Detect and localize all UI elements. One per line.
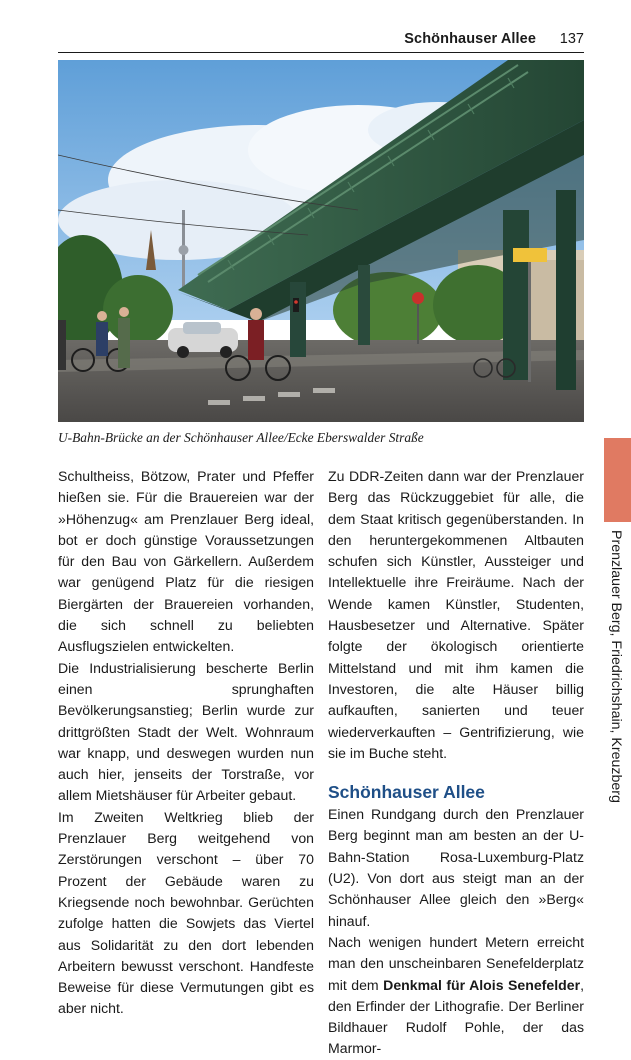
paragraph: Zu DDR-Zeiten dann war der Prenzlauer Berg das Rückzuggebiet für alle, die dem Staat kritisch gegenüberstanden. In den heruntergekommenen Altbauten schufen sich Künstler, Aussteiger und Intellektuelle ihre Freiräume. Nach der Wende kamen Künstler, Studenten, Hausbesetzer und Alternative. Später folgte der ökologisch orientierte Mittelstand und mit ihm kamen die Investoren, die alte Häuser billig aufkauften, sanierten und teuer wiederverkauften – Gentrifizierung, wie sie im Buche steht. bbox=[328, 468, 584, 761]
figure-caption: U-Bahn-Brücke an der Schönhauser Allee/Ecke Eberswalder Straße bbox=[58, 430, 424, 445]
paragraph: Im Zweiten Weltkrieg blieb der Prenzlauer Berg weitgehend von Zerstörungen verschont – über 70 Prozent der Gebäude waren zu Kriegsende noch bewohnbar. Gerüchten zufolge hatten die Sowjets das Viertel aus Solidarität zu den dort lebenden Arbeitern bewusst verschont. Handfeste Beweise für diese Vermutungen gibt es aber nicht. bbox=[58, 808, 314, 1017]
paragraph: Die Industrialisierung bescherte Berlin einen sprunghaften Bevölkerungsanstieg; Berlin wurde zur drittgrößten Stadt der Welt. Wohnraum war knapp, und deswegen wurden nun auch hier, jenseits der Torstraße, vor allem Mietshäuser für Arbeiter gebaut. bbox=[58, 659, 314, 804]
page-number: 137 bbox=[559, 31, 584, 47]
paragraph bbox=[328, 932, 584, 1060]
text-column-right bbox=[328, 466, 584, 1060]
highlighted-landmark: Denkmal für Alois Senefelder bbox=[383, 976, 581, 993]
section-heading: Schönhauser Allee bbox=[328, 782, 485, 803]
photo-u-bahn-bridge bbox=[58, 60, 584, 422]
chapter-side-label bbox=[598, 530, 630, 803]
paragraph-text: Nach wenigen hundert Metern erreicht man den unscheinbaren Senefelderplatz mit dem bbox=[328, 933, 584, 993]
photo-illustration bbox=[58, 60, 584, 422]
paragraph-text: , den Erfinder der Lithografie. Der Berliner Bildhauer Rudolf Pohle, der das Marmor- bbox=[328, 976, 584, 1057]
running-head bbox=[58, 30, 584, 53]
text-column-left bbox=[58, 466, 314, 1020]
paragraph: Einen Rundgang durch den Prenzlauer Berg beginnt man am besten an der U-Bahn-Station Rosa-Luxemburg-Platz (U2). Von dort aus steigt man an der Schönhauser Allee gleich den »Berg« hinauf. bbox=[328, 806, 584, 929]
chapter-tab bbox=[604, 438, 631, 522]
paragraph: Schultheiss, Bötzow, Prater und Pfeffer hießen sie. Für die Brauereien war der »Höhenzug« am Prenzlauer Berg ideal, bot er doch günstige Voraussetzungen für den Bau von Gärkellern. Außerdem war genügend Platz für die riesigen Biergärten der Brauereien vorhanden, die sich schnell zu beliebten Ausflugszielen entwickelten. bbox=[58, 468, 314, 655]
chapter-side-label-text: Prenzlauer Berg, Friedrichshain, Kreuzberg bbox=[608, 530, 624, 803]
running-head-title: Schönhauser Allee bbox=[404, 31, 536, 47]
